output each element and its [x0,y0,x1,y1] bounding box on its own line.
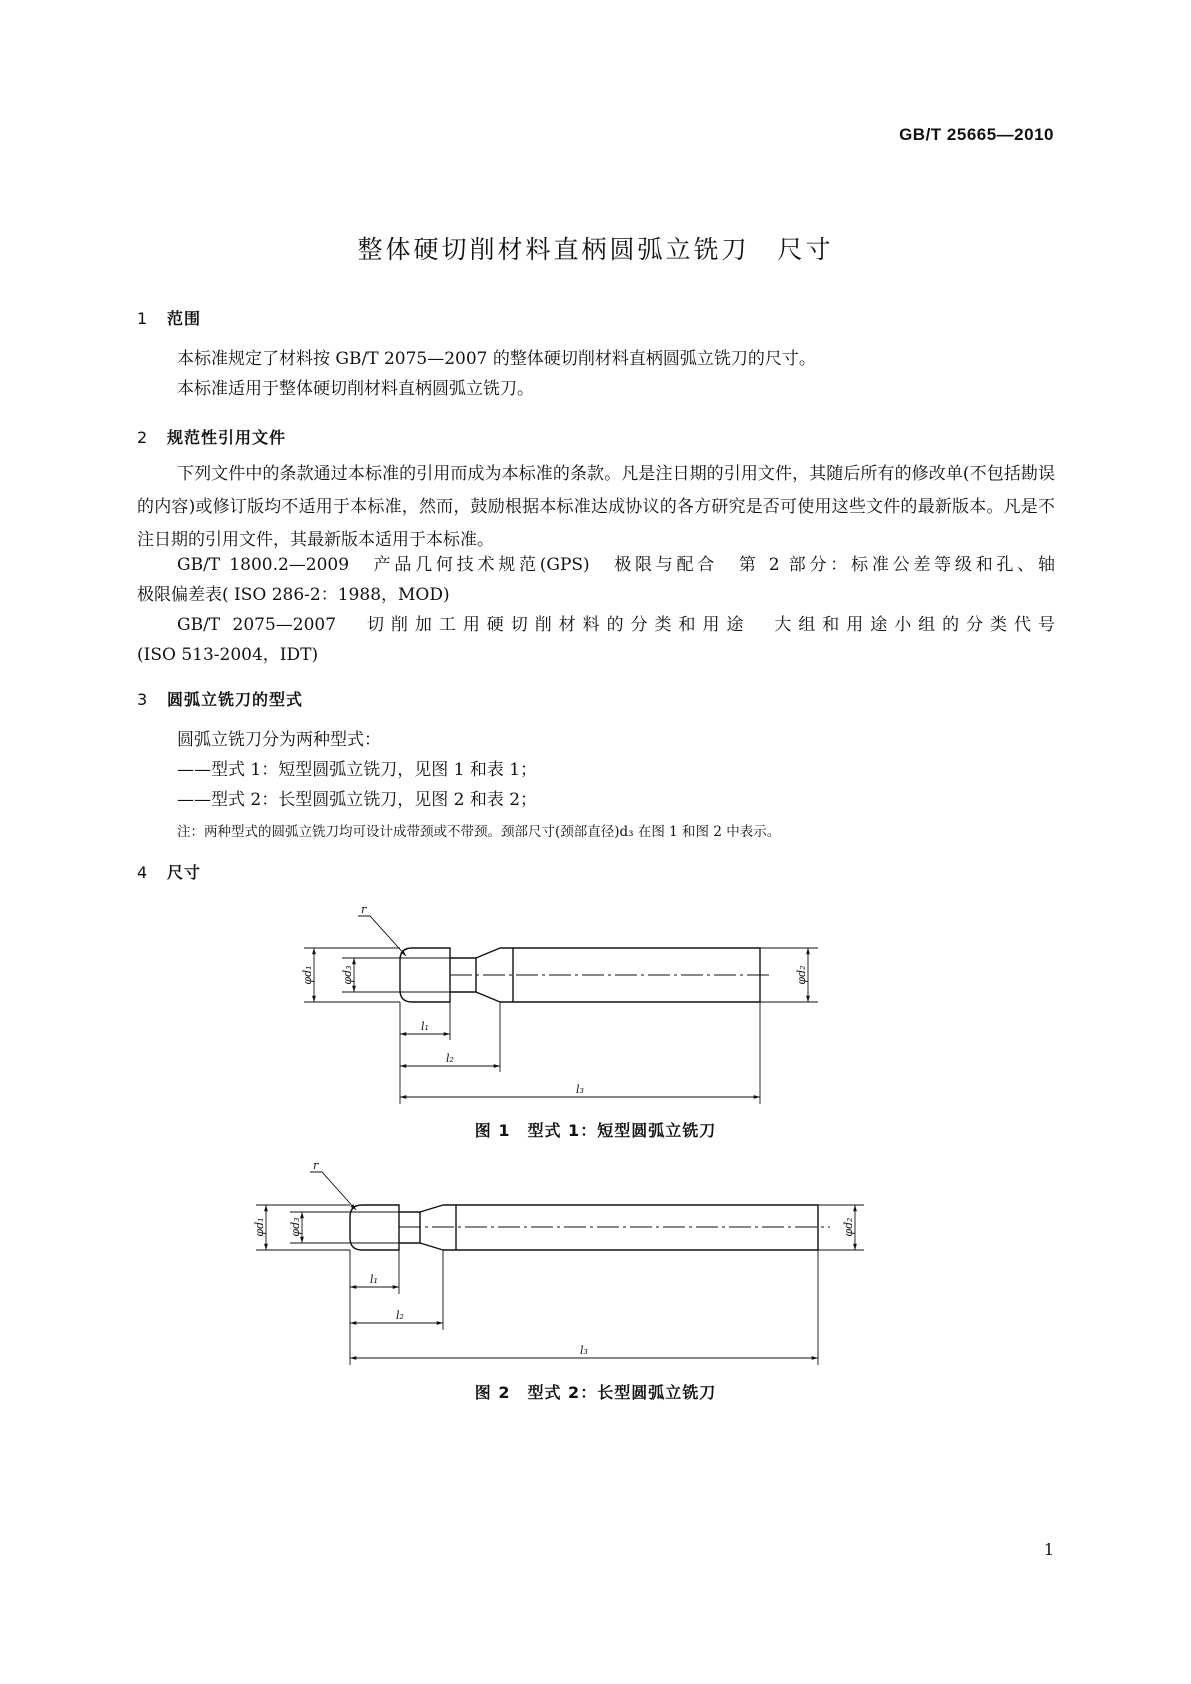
types-item-1: ——型式 1：短型圆弧立铣刀，见图 1 和表 1； [177,760,538,780]
section-title: 规范性引用文件 [167,428,287,447]
types-item-2: ——型式 2：长型圆弧立铣刀，见图 2 和表 2； [177,790,538,810]
scope-paragraph-1: 本标准规定了材料按 GB/T 2075—2007 的整体硬切削材料直柄圆弧立铣刀的尺寸。 [177,349,816,369]
document-title: 整体硬切削材料直柄圆弧立铣刀 尺寸 [357,235,834,264]
references-intro: 下列文件中的条款通过本标准的引用而成为本标准的条款。凡是注日期的引用文件，其随后所有的修改单(不包括勘误的内容)或修订版均不适用于本标准，然而，鼓励根据本标准达成协议的各方研究是否可使用这些文件的最新版本。凡是不注日期的引用文件，其最新版本适用于本标准。 [137,464,1055,550]
standard-number: GB/T 25665—2010 [899,125,1054,144]
figure-2-caption: 图 2 型式 2：长型圆弧立铣刀 [474,1383,717,1402]
reference-2-line-1: GB/T 2075—2007 切削加工用硬切削材料的分类和用途 大组和用途小组的分类代号 [177,615,1055,635]
l2-label: l₂ [396,1309,404,1322]
radius-label: r [313,1159,319,1172]
section-title: 圆弧立铣刀的型式 [167,690,304,709]
page-number: 1 [1043,1540,1054,1559]
d2-label: φd₂ [795,965,808,985]
l1-label: l₁ [421,1020,429,1033]
l2-label: l₂ [446,1052,454,1065]
d3-label: φd₃ [341,965,354,985]
d1-label: φd₁ [253,1217,266,1237]
figure-1-caption: 图 1 型式 1：短型圆弧立铣刀 [474,1121,717,1140]
types-note: 注：两种型式的圆弧立铣刀均可设计成带颈或不带颈。颈部尺寸(颈部直径)d₃ 在图 1 和图 2 中表示。 [177,824,781,840]
reference-1-line-1: GB/T 1800.2—2009 产品几何技术规范(GPS) 极限与配合 第 2 部分：标准公差等级和孔、轴 [177,555,1055,575]
d1-label: φd₁ [301,965,314,985]
section-number: 3 [137,690,149,709]
l1-label: l₁ [370,1273,378,1286]
radius-label: r [361,903,367,916]
section-title: 尺寸 [167,863,202,882]
scope-paragraph-2: 本标准适用于整体硬切削材料直柄圆弧立铣刀。 [177,379,534,399]
types-intro: 圆弧立铣刀分为两种型式： [177,730,381,750]
section-number: 2 [137,428,149,447]
reference-2-line-2: (ISO 513-2004，IDT) [137,645,319,665]
section-title: 范围 [167,309,202,328]
section-number: 4 [137,863,149,882]
l3-label: l₃ [580,1344,588,1357]
d3-label: φd₃ [289,1217,302,1237]
section-number: 1 [137,309,149,328]
reference-1-line-2: 极限偏差表( ISO 286-2：1988，MOD) [137,585,450,605]
l3-label: l₃ [576,1083,584,1096]
d2-label: φd₂ [842,1217,855,1237]
